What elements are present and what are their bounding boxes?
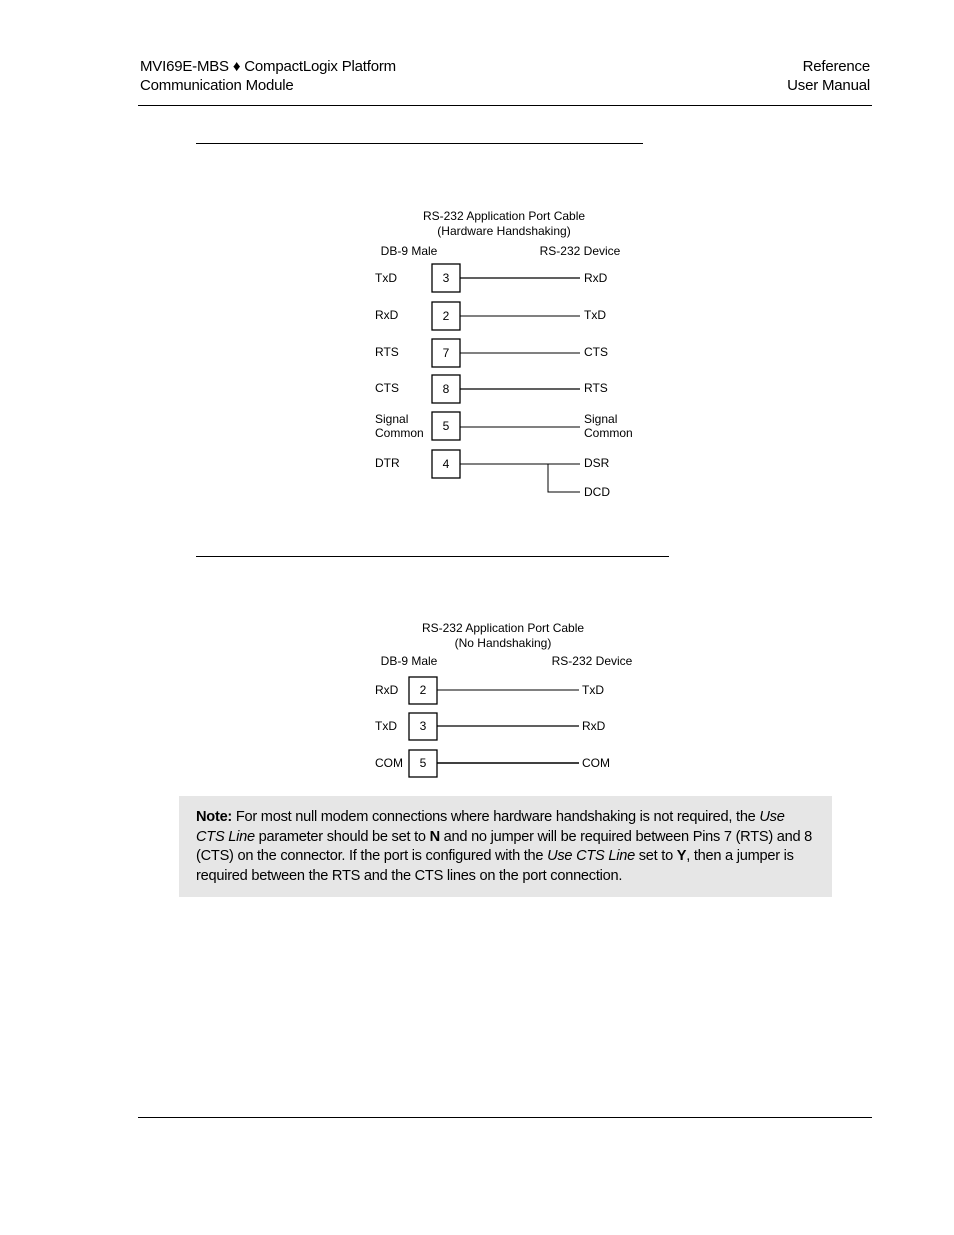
left-signal-label: Signal — [375, 412, 409, 426]
left-heading: DB-9 Male — [380, 244, 438, 258]
header-left — [140, 57, 396, 95]
right-signal-label: TxD — [582, 683, 604, 697]
right-signal-label: DSR — [584, 456, 610, 470]
right-signal-label: Common — [584, 426, 633, 440]
diagram-subtitle: (Hardware Handshaking) — [437, 224, 571, 238]
note-text: , then a jumper is required between the RTS and the CTS lines on the port connection. — [196, 848, 794, 884]
note-text: parameter should be set to — [254, 828, 430, 845]
right-signal-label: RTS — [584, 381, 608, 395]
pin-number: 7 — [442, 346, 450, 360]
section-rule-1 — [196, 143, 643, 144]
section-rule-2 — [196, 556, 669, 557]
note-parameter-name: Use CTS Line — [547, 848, 635, 865]
pin-number: 5 — [442, 419, 450, 433]
left-signal-label: DTR — [375, 456, 400, 470]
product-subtitle: Communication Module — [140, 77, 294, 94]
left-signal-label: TxD — [375, 271, 397, 285]
pin-number: 3 — [442, 271, 450, 285]
right-signal-label: CTS — [584, 345, 608, 359]
note-value: Y — [676, 848, 687, 865]
left-signal-label: TxD — [375, 719, 397, 733]
diagram-title: RS-232 Application Port Cable — [422, 209, 586, 223]
note-parameter-name: Use CTS Line — [196, 809, 785, 845]
footer-rule — [138, 1117, 872, 1118]
header-rule — [138, 105, 872, 106]
doc-type: Reference — [802, 58, 870, 75]
note-text: set to — [634, 848, 677, 865]
right-heading: RS-232 Device — [551, 654, 633, 668]
diagram-title: RS-232 Application Port Cable — [421, 621, 585, 635]
right-signal-label: RxD — [582, 719, 606, 733]
left-signal-label: RxD — [375, 308, 399, 322]
note-label: Note: — [196, 809, 233, 825]
right-signal-label: TxD — [584, 308, 606, 322]
pin-number: 4 — [442, 457, 450, 471]
note-text: For most null modem connections where hardware handshaking is not required, the — [232, 809, 760, 825]
pin-number: 3 — [419, 719, 427, 733]
doc-subtype: User Manual — [787, 77, 870, 94]
left-signal-label: RTS — [375, 345, 399, 359]
left-signal-label: RxD — [375, 683, 399, 697]
cable-diagram-no-handshaking — [360, 612, 660, 782]
header-right — [787, 57, 870, 95]
right-branch-label: DCD — [584, 485, 610, 499]
product-title: MVI69E-MBS ♦ CompactLogix Platform — [140, 58, 396, 75]
branch-wire — [548, 464, 580, 492]
right-signal-label: COM — [582, 756, 610, 770]
left-heading: DB-9 Male — [380, 654, 438, 668]
cable-diagram-hardware-handshaking — [360, 200, 660, 510]
right-signal-label: Signal — [584, 412, 618, 426]
note-value: N — [429, 828, 440, 845]
left-signal-label: COM — [375, 756, 403, 770]
pin-number: 2 — [419, 683, 427, 697]
left-signal-label: Common — [375, 426, 424, 440]
right-signal-label: RxD — [584, 271, 608, 285]
left-signal-label: CTS — [375, 381, 399, 395]
diagram-subtitle: (No Handshaking) — [454, 636, 552, 650]
pin-number: 2 — [442, 309, 450, 323]
note-box — [179, 796, 832, 897]
note-text: and no jumper will be required between Pins 7 (RTS) and 8 (CTS) on the connector. If the port is configured with the — [196, 828, 813, 865]
pin-number: 8 — [442, 382, 450, 396]
right-heading: RS-232 Device — [539, 244, 621, 258]
pin-number: 5 — [419, 756, 427, 770]
